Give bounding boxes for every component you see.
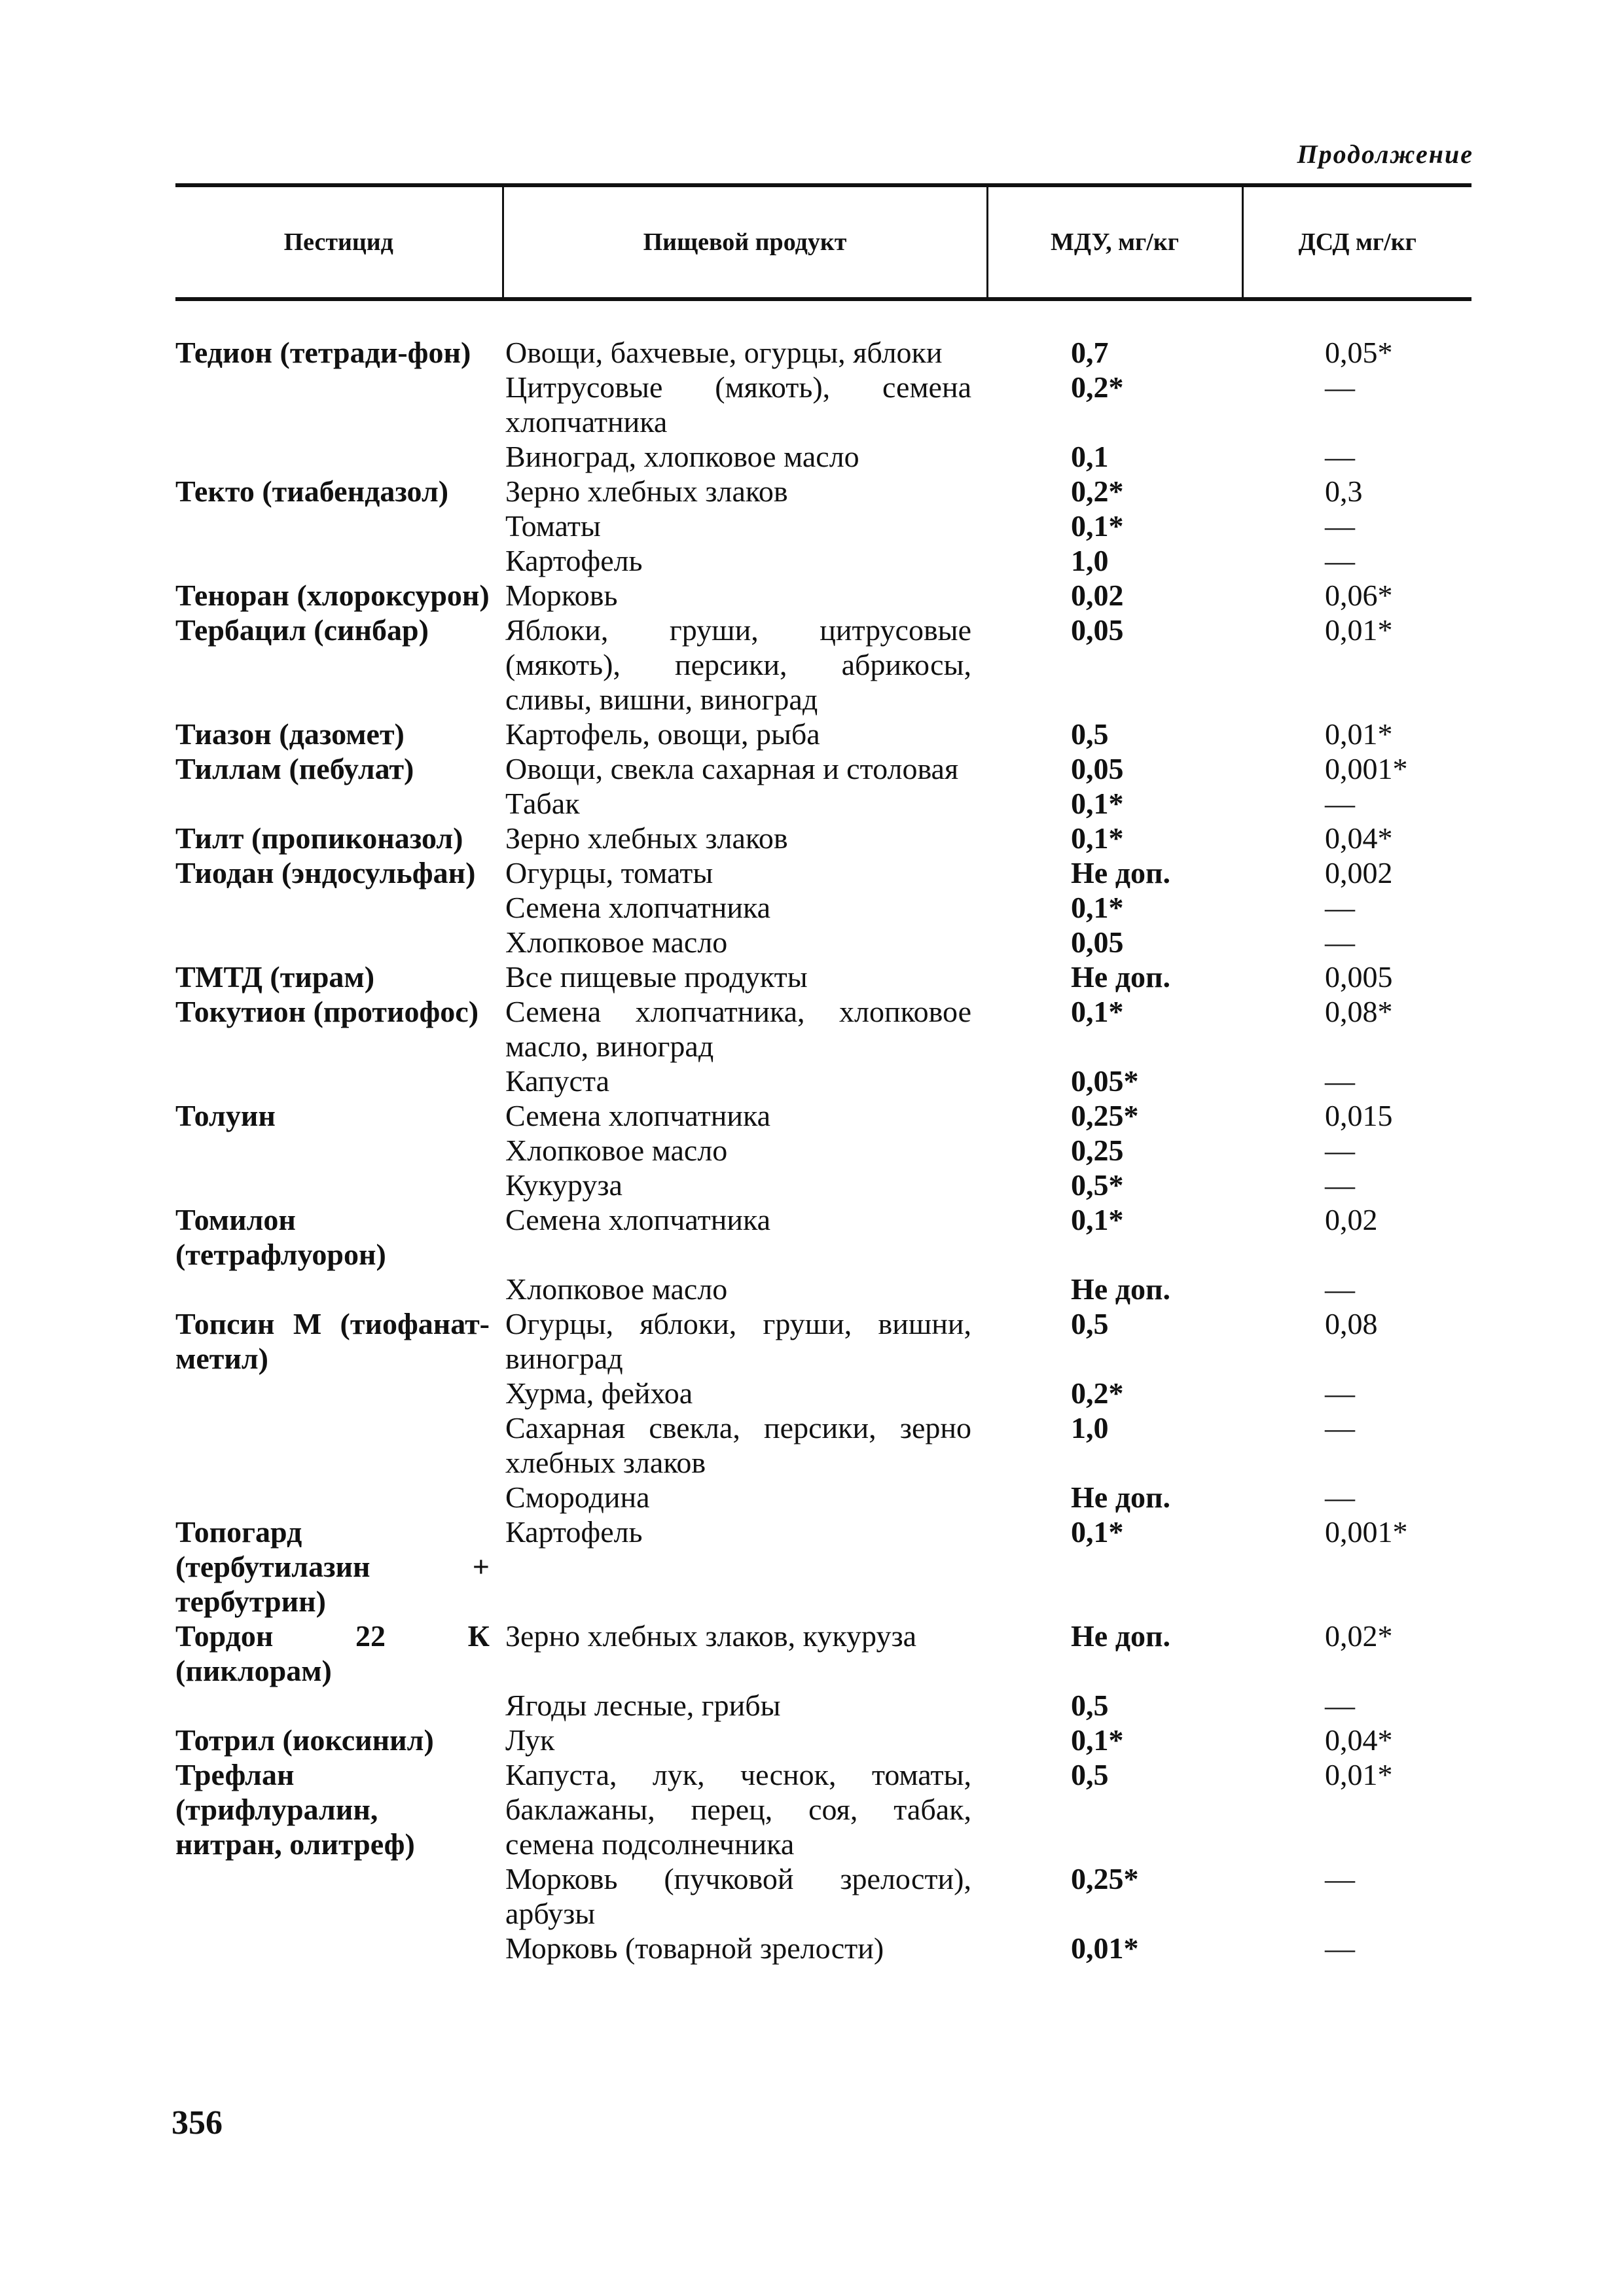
dsd-cell: — <box>1325 1411 1355 1444</box>
table-row <box>175 1757 1471 1861</box>
table-row <box>175 1688 1471 1723</box>
dsd-cell: — <box>1325 1272 1355 1306</box>
mdu-cell: 0,5 <box>1071 717 1109 751</box>
pesticide-cell: Томилон (тетрафлуорон) <box>175 1203 386 1271</box>
dsd-cell: — <box>1325 509 1355 543</box>
column-header-pesticide: Пестицид <box>175 185 503 299</box>
pesticide-cell <box>175 1064 503 1098</box>
pesticide-cell <box>175 1168 503 1202</box>
pesticide-cell <box>175 1688 503 1723</box>
food-product-cell: Кукуруза <box>505 1168 623 1202</box>
mdu-cell: Не доп. <box>1071 856 1170 889</box>
dsd-cell: 0,015 <box>1325 1099 1393 1132</box>
mdu-cell: 0,25 <box>1071 1134 1124 1167</box>
mdu-cell: 0,5 <box>1071 1758 1109 1791</box>
food-product-cell: Морковь <box>505 579 618 612</box>
mdu-cell: 0,1* <box>1071 509 1124 543</box>
table-row <box>175 1619 1471 1688</box>
dsd-cell: 0,04* <box>1325 1723 1393 1757</box>
table-row <box>175 1376 1471 1410</box>
pesticide-cell <box>175 1931 503 1965</box>
mdu-cell: 0,1 <box>1071 440 1109 473</box>
table-row <box>175 890 1471 925</box>
mdu-cell: 0,05 <box>1071 613 1124 647</box>
pesticide-cell: Толуин <box>175 1099 276 1132</box>
pesticide-cell: Тербацил (синбар) <box>175 613 429 647</box>
dsd-cell: — <box>1325 1862 1355 1895</box>
table-row <box>175 821 1471 855</box>
dsd-cell: 0,02* <box>1325 1619 1393 1653</box>
pesticide-cell: Текто (тиабендазол) <box>175 475 449 508</box>
table-row <box>175 299 1471 370</box>
table-row <box>175 960 1471 994</box>
column-header-food-product: Пищевой продукт <box>503 185 987 299</box>
dsd-cell: 0,005 <box>1325 960 1393 994</box>
food-product-cell: Сахарная свекла, персики, зерно хлебных злаков <box>505 1411 971 1479</box>
pesticide-cell: Тордон 22 К (пиклорам) <box>175 1619 490 1687</box>
dsd-cell: 0,05* <box>1325 336 1393 369</box>
table-row <box>175 1098 1471 1133</box>
pesticide-cell <box>175 509 503 543</box>
dsd-cell: — <box>1325 1168 1355 1202</box>
table-row <box>175 439 1471 474</box>
food-product-cell: Овощи, бахчевые, огурцы, яблоки <box>505 336 943 369</box>
food-product-cell: Зерно хлебных злаков, кукуруза <box>505 1619 917 1653</box>
pesticide-cell: Тедион (тетради-фон) <box>175 336 471 369</box>
dsd-cell: 0,3 <box>1325 475 1363 508</box>
mdu-cell: 0,25* <box>1071 1862 1139 1895</box>
mdu-cell: 0,1* <box>1071 787 1124 820</box>
mdu-cell: 0,5 <box>1071 1307 1109 1340</box>
continued-label: Продолжение <box>1297 139 1473 169</box>
pesticide-cell <box>175 925 503 960</box>
food-product-cell: Картофель <box>505 544 643 577</box>
pesticide-cell: Тотрил (иоксинил) <box>175 1723 434 1757</box>
pesticide-cell <box>175 1410 503 1480</box>
pesticide-cell <box>175 543 503 578</box>
pesticide-cell: Тиллам (пебулат) <box>175 752 414 785</box>
food-product-cell: Картофель <box>505 1515 643 1549</box>
table-row <box>175 613 1471 717</box>
mdu-cell: 0,02 <box>1071 579 1124 612</box>
pesticide-table-container <box>175 183 1471 1965</box>
food-product-cell: Лук <box>505 1723 555 1757</box>
mdu-cell: 0,5 <box>1071 1689 1109 1722</box>
dsd-cell: — <box>1325 891 1355 924</box>
mdu-cell: 0,01* <box>1071 1931 1139 1965</box>
pesticide-cell: Топсин М (тиофанат-метил) <box>175 1307 490 1375</box>
table-row <box>175 994 1471 1064</box>
food-product-cell: Табак <box>505 787 580 820</box>
pesticide-cell <box>175 1376 503 1410</box>
dsd-cell: — <box>1325 544 1355 577</box>
food-product-cell: Семена хлопчатника, хлопковое масло, виноград <box>505 995 971 1063</box>
dsd-cell: 0,02 <box>1325 1203 1378 1236</box>
food-product-cell: Ягоды лесные, грибы <box>505 1689 781 1722</box>
mdu-cell: 0,25* <box>1071 1099 1139 1132</box>
food-product-cell: Огурцы, томаты <box>505 856 713 889</box>
dsd-cell: 0,001* <box>1325 1515 1408 1549</box>
pesticide-cell <box>175 1133 503 1168</box>
mdu-cell: 0,1* <box>1071 821 1124 855</box>
dsd-cell: 0,001* <box>1325 752 1408 785</box>
dsd-cell: — <box>1325 787 1355 820</box>
table-row <box>175 925 1471 960</box>
mdu-cell: 0,2* <box>1071 370 1124 404</box>
pesticide-cell <box>175 1480 503 1515</box>
table-row <box>175 855 1471 890</box>
food-product-cell: Зерно хлебных злаков <box>505 821 788 855</box>
food-product-cell: Капуста, лук, чеснок, томаты, баклажаны, перец, соя, табак, семена подсолнечника <box>505 1758 971 1861</box>
dsd-cell: — <box>1325 370 1355 404</box>
mdu-cell: 0,05* <box>1071 1064 1139 1098</box>
dsd-cell: 0,08 <box>1325 1307 1378 1340</box>
mdu-cell: 0,2* <box>1071 1376 1124 1410</box>
mdu-cell: 0,1* <box>1071 891 1124 924</box>
dsd-cell: 0,08* <box>1325 995 1393 1028</box>
dsd-cell: — <box>1325 1480 1355 1514</box>
pesticide-cell <box>175 439 503 474</box>
table-row <box>175 751 1471 786</box>
pesticide-cell: Тиодан (эндосульфан) <box>175 856 476 889</box>
dsd-cell: — <box>1325 1931 1355 1965</box>
pesticide-cell: Токутион (протиофос) <box>175 995 479 1028</box>
food-product-cell: Хурма, фейхоа <box>505 1376 693 1410</box>
table-row <box>175 1931 1471 1965</box>
dsd-cell: — <box>1325 1064 1355 1098</box>
table-row <box>175 1861 1471 1931</box>
mdu-cell: Не доп. <box>1071 1619 1170 1653</box>
food-product-cell: Морковь (пучковой зрелости), арбузы <box>505 1862 971 1930</box>
mdu-cell: Не доп. <box>1071 960 1170 994</box>
food-product-cell: Капуста <box>505 1064 610 1098</box>
table-row <box>175 1133 1471 1168</box>
dsd-cell: — <box>1325 1134 1355 1167</box>
table-row <box>175 1515 1471 1619</box>
mdu-cell: 0,7 <box>1071 336 1109 369</box>
pesticide-cell <box>175 370 503 439</box>
table-header <box>175 185 1471 299</box>
mdu-cell: 0,2* <box>1071 475 1124 508</box>
food-product-cell: Огурцы, яблоки, груши, вишни, виноград <box>505 1307 971 1375</box>
mdu-cell: 0,1* <box>1071 1203 1124 1236</box>
dsd-cell: — <box>1325 925 1355 959</box>
pesticide-cell: ТМТД (тирам) <box>175 960 375 994</box>
dsd-cell: — <box>1325 440 1355 473</box>
food-product-cell: Яблоки, груши, цитрусовые (мякоть), персики, абрикосы, сливы, вишни, виноград <box>505 613 971 716</box>
pesticide-cell <box>175 1272 503 1306</box>
food-product-cell: Хлопковое масло <box>505 1272 728 1306</box>
column-header-mdu: МДУ, мг/кг <box>987 185 1242 299</box>
food-product-cell: Картофель, овощи, рыба <box>505 717 820 751</box>
table-row <box>175 786 1471 821</box>
pesticide-cell: Трефлан (трифлуралин, нитран, олитреф) <box>175 1758 415 1861</box>
table-row <box>175 717 1471 751</box>
dsd-cell: 0,002 <box>1325 856 1393 889</box>
mdu-cell: 0,1* <box>1071 1515 1124 1549</box>
food-product-cell: Хлопковое масло <box>505 1134 728 1167</box>
pesticide-cell: Теноран (хлороксурон) <box>175 579 490 612</box>
pesticide-cell <box>175 1861 503 1931</box>
header-row <box>175 185 1471 299</box>
mdu-cell: 0,05 <box>1071 925 1124 959</box>
table-row <box>175 1480 1471 1515</box>
dsd-cell: 0,06* <box>1325 579 1393 612</box>
table-row <box>175 578 1471 613</box>
food-product-cell: Виноград, хлопковое масло <box>505 440 859 473</box>
table-row <box>175 1723 1471 1757</box>
pesticide-table <box>175 183 1471 1965</box>
food-product-cell: Все пищевые продукты <box>505 960 808 994</box>
dsd-cell: — <box>1325 1376 1355 1410</box>
food-product-cell: Семена хлопчатника <box>505 1099 771 1132</box>
column-header-dsd: ДСД мг/кг <box>1242 185 1471 299</box>
mdu-cell: 0,5* <box>1071 1168 1124 1202</box>
food-product-cell: Овощи, свекла сахарная и столовая <box>505 752 959 785</box>
food-product-cell: Семена хлопчатника <box>505 891 771 924</box>
food-product-cell: Цитрусовые (мякоть), семена хлопчатника <box>505 370 971 439</box>
food-product-cell: Томаты <box>505 509 601 543</box>
mdu-cell: Не доп. <box>1071 1480 1170 1514</box>
table-row <box>175 1168 1471 1202</box>
pesticide-cell <box>175 890 503 925</box>
table-body <box>175 299 1471 1965</box>
food-product-cell: Семена хлопчатника <box>505 1203 771 1236</box>
mdu-cell: 0,1* <box>1071 995 1124 1028</box>
table-row <box>175 1272 1471 1306</box>
dsd-cell: 0,01* <box>1325 717 1393 751</box>
food-product-cell: Смородина <box>505 1480 650 1514</box>
dsd-cell: 0,01* <box>1325 1758 1393 1791</box>
table-row <box>175 1410 1471 1480</box>
table-row <box>175 370 1471 439</box>
mdu-cell: 1,0 <box>1071 544 1109 577</box>
pesticide-cell: Топогард (тербутилазин + тербутрин) <box>175 1515 490 1618</box>
dsd-cell: — <box>1325 1689 1355 1722</box>
pesticide-cell: Тилт (пропиконазол) <box>175 821 463 855</box>
dsd-cell: 0,01* <box>1325 613 1393 647</box>
food-product-cell: Зерно хлебных злаков <box>505 475 788 508</box>
table-row <box>175 1064 1471 1098</box>
mdu-cell: 0,1* <box>1071 1723 1124 1757</box>
dsd-cell: 0,04* <box>1325 821 1393 855</box>
mdu-cell: 0,05 <box>1071 752 1124 785</box>
food-product-cell: Морковь (товарной зрелости) <box>505 1931 884 1965</box>
table-row <box>175 1306 1471 1376</box>
table-row <box>175 543 1471 578</box>
pesticide-cell <box>175 786 503 821</box>
table-row <box>175 509 1471 543</box>
table-row <box>175 474 1471 509</box>
table-row <box>175 1202 1471 1272</box>
pesticide-cell: Тиазон (дазомет) <box>175 717 405 751</box>
mdu-cell: 1,0 <box>1071 1411 1109 1444</box>
food-product-cell: Хлопковое масло <box>505 925 728 959</box>
page-number: 356 <box>171 2104 223 2142</box>
mdu-cell: Не доп. <box>1071 1272 1170 1306</box>
